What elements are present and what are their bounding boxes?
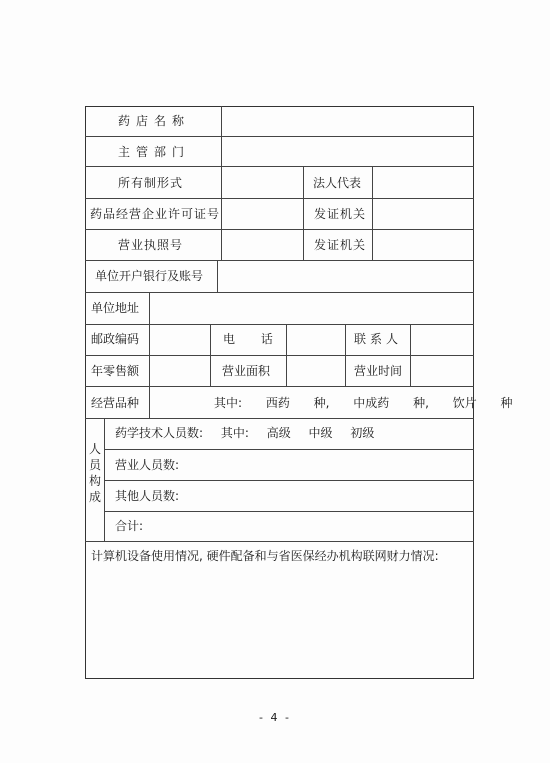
label-other-staff: 其他人员数: (115, 489, 180, 503)
row-divider (85, 355, 474, 356)
label-drug-license: 药品经营企业许可证号 (90, 207, 221, 221)
label-sales-staff: 营业人员数: (115, 458, 180, 472)
page-number: - 4 - (259, 711, 291, 724)
label-legal-rep: 法人代表 (313, 176, 362, 190)
column-divider (372, 166, 373, 260)
label-area: 营业面积 (222, 364, 271, 378)
label-tech-staff: 药学技术人员数: 其中: 高级 中级 初级 (115, 426, 375, 440)
row-divider (104, 480, 474, 481)
row-divider (85, 386, 474, 387)
label-phone: 电 话 (223, 332, 273, 346)
label-contact: 联系人 (354, 332, 403, 346)
column-divider (221, 106, 222, 260)
row-divider (85, 136, 474, 137)
row-divider (104, 449, 474, 450)
row-divider (85, 198, 474, 199)
label-staff-group: 人员构成 (88, 442, 101, 504)
row-divider (85, 166, 474, 167)
label-postcode: 邮政编码 (91, 332, 140, 346)
label-computer-info: 计算机设备使用情况, 硬件配备和与省医保经办机构联网财力情况: (91, 549, 439, 563)
row-divider (85, 260, 474, 261)
label-business-license: 营业执照号 (118, 238, 184, 252)
row-divider (85, 292, 474, 293)
registration-form-table (85, 106, 474, 679)
label-total: 合计: (115, 519, 144, 533)
column-divider (286, 324, 287, 386)
label-issuer: 发证机关 (314, 207, 367, 221)
column-divider (303, 166, 304, 260)
column-divider (345, 324, 346, 386)
label-address: 单位地址 (91, 301, 140, 315)
label-ownership: 所有制形式 (118, 176, 184, 190)
label-hours: 营业时间 (354, 364, 403, 378)
label-pharmacy-name: 药店名称 (118, 114, 191, 128)
column-divider (210, 324, 211, 386)
label-issuer-2: 发证机关 (314, 238, 367, 252)
column-divider (217, 260, 218, 292)
column-divider (149, 292, 150, 418)
label-supervisor: 主管部门 (118, 145, 191, 159)
row-divider (85, 229, 474, 230)
column-divider (410, 324, 411, 386)
label-retail: 年零售额 (91, 364, 140, 378)
row-divider (85, 418, 474, 419)
column-divider (104, 418, 105, 541)
label-bank-account: 单位开户银行及账号 (95, 269, 204, 283)
row-divider (85, 324, 474, 325)
label-varieties: 经营品种 (91, 396, 140, 410)
row-divider (104, 511, 474, 512)
varieties-detail: 其中: 西药 种, 中成药 种, 饮片 种 (214, 396, 513, 410)
row-divider (85, 541, 474, 542)
